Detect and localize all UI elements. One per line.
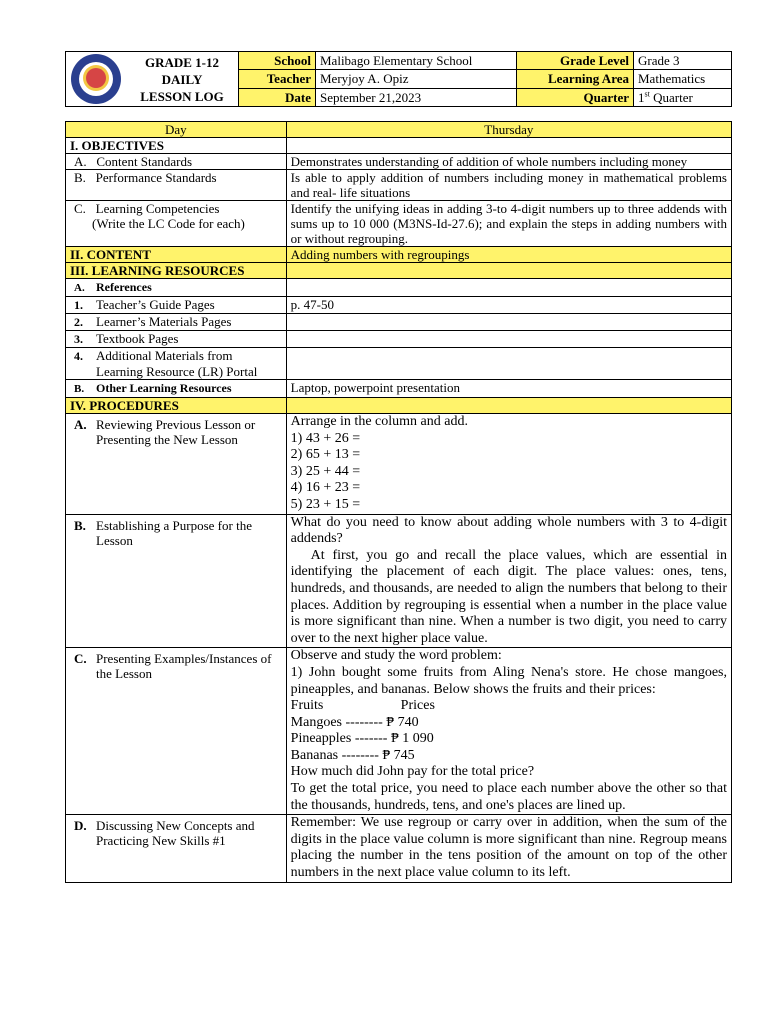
competencies-label: C. Learning Competencies (Write the LC Code for each): [66, 201, 287, 247]
content-standards-value: Demonstrates understanding of addition of whole numbers including money: [286, 154, 731, 170]
performance-standards-value: Is able to apply addition of numbers including money in mathematical problems and real- life situations: [286, 170, 731, 201]
competencies-row: [66, 201, 732, 247]
day-header: Day: [66, 122, 287, 138]
teachers-guide-value: p. 47-50: [286, 297, 731, 314]
resources-row: [66, 263, 732, 279]
procedure-a-content: Arrange in the column and add. 1) 43 + 26 = 2) 65 + 13 = 3) 25 + 44 = 4) 16 + 23 = 5) 23 + 15 =: [286, 414, 731, 515]
day-value: Thursday: [286, 122, 731, 138]
learners-materials-label: 2. Learner’s Materials Pages: [66, 314, 287, 331]
teacher-value: Meryjoy A. Opiz: [316, 70, 517, 88]
references-label: A. References: [66, 279, 287, 297]
deped-seal: [66, 52, 127, 107]
objectives-row: [66, 138, 732, 154]
procedures-heading: IV. PROCEDURES: [66, 398, 287, 414]
other-resources-value: Laptop, powerpoint presentation: [286, 380, 731, 398]
procedure-b-label: B. Establishing a Purpose for the Lesson: [66, 514, 287, 648]
resources-heading: III. LEARNING RESOURCES: [66, 263, 287, 279]
other-resources-label: B. Other Learning Resources: [66, 380, 287, 398]
performance-standards-label: B. Performance Standards: [66, 170, 287, 201]
grade-level-value: Grade 3: [634, 52, 732, 70]
procedure-c-row: [66, 648, 732, 815]
learning-area-label: Learning Area: [517, 70, 634, 88]
procedures-row: [66, 398, 732, 414]
textbook-row: [66, 331, 732, 348]
textbook-label: 3. Textbook Pages: [66, 331, 287, 348]
content-standards-label: A. Content Standards: [66, 154, 287, 170]
date-label: Date: [239, 88, 316, 106]
additional-materials-label: 4. Additional Materials from Learning Resource (LR) Portal: [66, 348, 287, 380]
procedure-d-label: D. Discussing New Concepts and Practicing New Skills #1: [66, 815, 287, 882]
procedure-c-label: C. Presenting Examples/Instances of the Lesson: [66, 648, 287, 815]
day-row: [66, 122, 732, 138]
content-value: Adding numbers with regroupings: [286, 247, 731, 263]
procedure-c-content: Observe and study the word problem: 1) John bought some fruits from Aling Nena's store. He chose mangoes, pineapples, and bananas. Below shows the fruits and their prices: Fruits Prices Mangoes -------- ₱ 740 Pineapples ------- ₱ 1 090 Bananas -------- ₱ 745 How much did John pay for the total price? To get the total price, you need to place each number above the other so that the thousands, hundreds, tens, and one's places are lined up.: [286, 648, 731, 815]
content-standards-row: [66, 154, 732, 170]
lesson-log-table: [65, 121, 732, 883]
teacher-label: Teacher: [239, 70, 316, 88]
procedure-b-content: What do you need to know about adding whole numbers with 3 to 4-digit addends? At first, you go and recall the place values, which are essential in identifying the placement of each digit. The place values: ones, tens, hundreds, and thousands, are needed to align the numbers that belong to their places. Addition by regrouping is essential when a number in the place value is more significant than nine. When a number is two digit, you need to carry over to the next higher place value.: [286, 514, 731, 648]
school-label: School: [239, 52, 316, 70]
teachers-guide-row: [66, 297, 732, 314]
content-heading: II. CONTENT: [66, 247, 287, 263]
deped-logo-icon: [71, 54, 121, 104]
procedure-d-row: [66, 815, 732, 882]
quarter-label: Quarter: [517, 88, 634, 106]
teachers-guide-label: 1. Teacher’s Guide Pages: [66, 297, 287, 314]
content-row: [66, 247, 732, 263]
quarter-value: 1st Quarter: [634, 88, 732, 106]
performance-standards-row: [66, 170, 732, 201]
grade-level-label: Grade Level: [517, 52, 634, 70]
learning-area-value: Mathematics: [634, 70, 732, 88]
learners-materials-row: [66, 314, 732, 331]
form-title: GRADE 1-12 DAILY LESSON LOG: [126, 52, 239, 107]
school-value: Malibago Elementary School: [316, 52, 517, 70]
procedure-d-content: Remember: We use regroup or carry over in addition, when the sum of the digits in the place value column is more significant than nine. Regroup means placing the number in the tens position of the amount on top of the other numbers in the next place value column to its left.: [286, 815, 731, 882]
date-value: September 21,2023: [316, 88, 517, 106]
references-row: [66, 279, 732, 297]
competencies-value: Identify the unifying ideas in adding 3-to 4-digit numbers up to three addends with sums up to 10 000 (M3NS-Id-27.6); and explain the steps in adding numbers with or without regrouping.: [286, 201, 731, 247]
procedure-a-label: A. Reviewing Previous Lesson or Presenting the New Lesson: [66, 414, 287, 515]
procedure-b-row: [66, 514, 732, 648]
header-table: [65, 51, 732, 107]
procedure-a-row: [66, 414, 732, 515]
additional-materials-row: [66, 348, 732, 380]
other-resources-row: [66, 380, 732, 398]
objectives-heading: I. OBJECTIVES: [66, 138, 287, 154]
